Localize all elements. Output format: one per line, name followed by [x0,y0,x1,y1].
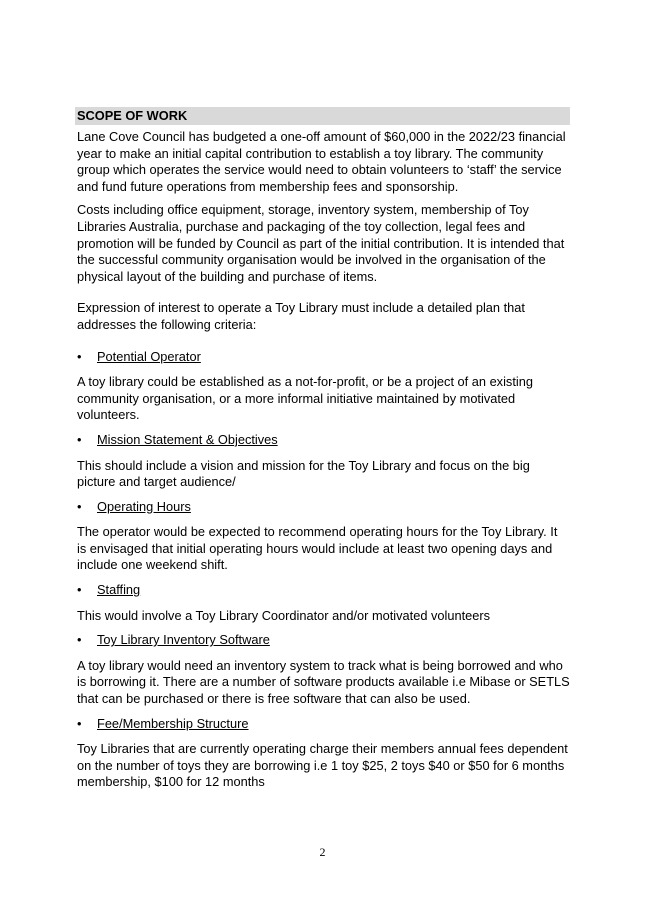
criteria-label: Staffing [97,582,141,598]
document-body [77,107,570,799]
criteria-item-staffing [77,582,570,599]
criteria-text: A toy library could be established as a not-for-profit, or be a project of an existing community organisation, or a more informal initiative maintained by motivated volunteers. [77,374,533,423]
criteria-label: Potential Operator [97,348,201,364]
criteria-text: This should include a vision and mission for the Toy Library and focus on the big picture and target audience/ [77,457,530,490]
bullet-icon: • [77,715,82,731]
criteria-item-potential-operator [77,349,570,366]
bullet-icon: • [77,632,82,648]
criteria-item-operating-hours [77,499,570,516]
criteria-item-mission-statement [77,432,570,449]
bullet-icon: • [77,582,82,598]
section-heading: SCOPE OF WORK [75,107,570,125]
intro-paragraph-3: Expression of interest to operate a Toy Library must include a detailed plan that addresses the following criteria: [77,300,525,332]
criteria-text: A toy library would need an inventory system to track what is being borrowed and who is borrowing it. There are a number of software products available i.e Mibase or SETLS that can be purchased or there is free software that can also be used. [77,657,570,707]
criteria-label: Fee/Membership Structure [97,715,249,731]
intro-paragraph-1: Lane Cove Council has budgeted a one-off amount of $60,000 in the 2022/23 financial year to make an initial capital contribution to establish a toy library. The community group which operates the service would need to obtain volunteers to ‘staff’ the service and fund future operations from membership fees and sponsorship. [77,129,566,194]
criteria-text: Toy Libraries that are currently operating charge their members annual fees dependent on the number of toys they are borrowing i.e 1 toy $25, 2 toys $40 or $50 for 6 months membership, $100 for 12 months [77,741,568,790]
intro-paragraph-2: Costs including office equipment, storage, inventory system, membership of Toy Libraries Australia, purchase and packaging of the toy collection, legal fees and promotion will be funded by Council as part of the initial contribution. It is intended that the successful community organisation would be involved in the organisation of the physical layout of the building and purchase of items. [77,202,565,284]
criteria-text: The operator would be expected to recommend operating hours for the Toy Library. It is envisaged that initial operating hours would include at least two opening days and include one weekend shift. [77,524,558,573]
bullet-icon: • [77,431,82,447]
criteria-label: Mission Statement & Objectives [97,431,278,447]
page-number: 2 [319,845,326,859]
criteria-text: This would involve a Toy Library Coordinator and/or motivated volunteers [77,607,491,623]
bullet-icon: • [77,498,82,514]
criteria-label: Toy Library Inventory Software [97,632,270,648]
criteria-item-inventory-software [77,632,570,649]
criteria-item-fee-structure [77,716,570,733]
criteria-label: Operating Hours [97,498,191,514]
bullet-icon: • [77,348,82,364]
